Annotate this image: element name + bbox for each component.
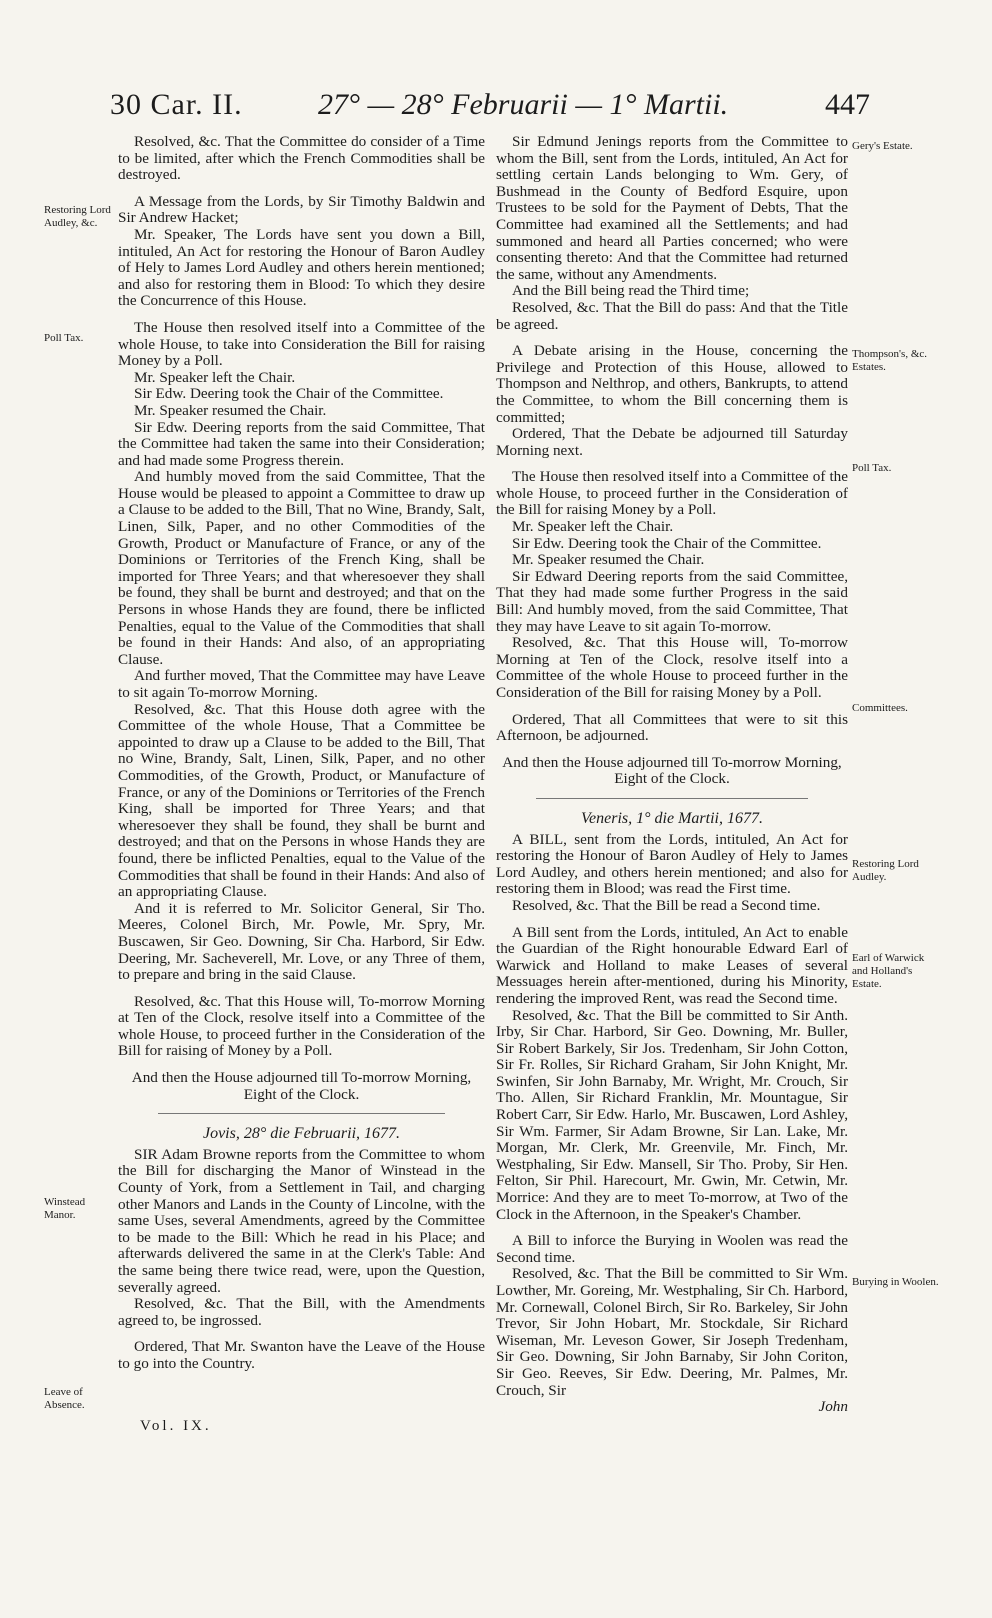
left-column	[118, 134, 485, 1373]
volume-signature: Vol. IX.	[140, 1418, 212, 1434]
paragraph: Sir Edw. Deering took the Chair of the Committee.	[134, 385, 444, 403]
day-heading: Veneris, 1° die Martii, 1677.	[581, 809, 763, 827]
paragraph: And the Bill being read the Third time;	[512, 282, 750, 300]
paragraph: The House then resolved itself into a Committee of the whole House, to take into Consideration the Bill for raising Money by a Poll.	[118, 318, 485, 370]
day-heading: Jovis, 28° die Februarii, 1677.	[202, 1125, 401, 1143]
paragraph: Ordered, That Mr. Swanton have the Leave of the House to go into the Country.	[118, 1338, 485, 1372]
margin-note-restoring-audley: Restoring Lord Audley, &c.	[44, 204, 111, 229]
margin-note-leave-of-absence: Leave of Absence.	[44, 1386, 85, 1411]
adjournment-note: And then the House adjourned till To-morrow Morning, Eight of the Clock.	[502, 753, 842, 788]
paragraph: Mr. Speaker resumed the Chair.	[512, 551, 705, 569]
paragraph: SIR Adam Browne reports from the Committee to whom the Bill for discharging the Manor of Winstead in the County of York, from a Settlement in Tail, and charging other Manors and Lands in the County of Lincolne, with the same Uses, several Amendments, agreed by the Committee to be made to the Bill: Which he read in his Place; and afterwards delivered the same in at the Clerk's Table: And the same being there twice read, were, upon the Question, severally agreed.	[118, 1145, 485, 1296]
paragraph: Ordered, That all Committees that were to sit this Afternoon, be adjourned.	[496, 710, 848, 745]
paragraph: Mr. Speaker left the Chair.	[512, 518, 674, 536]
paragraph: Resolved, &c. That this House doth agree with the Committee of the whole House, That a Committee be appointed to draw up a Clause to be added to the Bill, That no Wine, Brandy, Salt, Linen, Silk, Paper, and no other Commodities, of the Growth, Product, or Manufacture of France, or any of the Dominions or Territories of the French King, shall be imported for Three Years; and that wheresoever they shall be found, they shall be burnt and destroyed; and that on the Persons in whose Hands they are found, there be inflicted Penalties, equal to the Value of the Commodities that shall be found in their Hands: And also of an appropriating Clause.	[118, 700, 485, 901]
paragraph: And humbly moved from the said Committee, That the House would be pleased to appoint a Committee to draw up a Clause to be added to the Bill, That no Wine, Brandy, Salt, Linen, Silk, Paper, and no other Commodities of the Growth, Product or Manufacture of France, or any of the Dominions or Territories of the French King, shall be imported for Three Years; and that wheresoever they shall be found, they shall be burnt and destroyed; and that on the Persons in whose Hands they are found, there be inflicted Penalties, equal to the Value of the Commodities that shall be found in their Hands: And also, of an appropriating Clause.	[118, 468, 485, 668]
right-column	[496, 134, 848, 1416]
date-heading: 27° — 28° Februarii — 1° Martii.	[318, 88, 729, 121]
paragraph: Sir Edmund Jenings reports from the Committee to whom the Bill, sent from the Lords, intituled, An Act for settling certain Lands belonging to Wm. Gery, of Bushmead in the County of Bedford Esquire, upon Trustees to be sold for the Payment of Debts, That the Committee had examined all the Settlements; and had summoned and heard all Parties concerned; who were consenting thereto: And that the Committee had returned the same, without any Amendments.	[496, 133, 848, 283]
margin-note-thompson-estates: Thompson's, &c. Estates.	[852, 348, 928, 373]
adjournment-note: And then the House adjourned till To-morrow Morning, Eight of the Clock.	[131, 1069, 472, 1103]
paragraph: Resolved, &c. That the Bill be read a Second time.	[512, 896, 821, 914]
paragraph: Resolved, &c. That the Bill be committed to Sir Anth. Irby, Sir Char. Harbord, Sir Geo. Downing, Mr. Buller, Sir Robert Barkely, Sir Jos. Tredenham, Sir John Cotton, Sir Fr. Rolles, Sir Richard Graham, Sir John Knight, Mr. Swinfen, Sir John Barnaby, Mr. Wright, Mr. Crouch, Sir Tho. Allen, Sir Richard Franklin, Mr. Mountague, Sir Robert Carr, Sir Edw. Harlo, Mr. Buscawen, Lord Ashley, Sir Wm. Farmer, Sir Adam Browne, Sir Lan. Lake, Mr. Morgan, Mr. Clerk, Mr. Greenvile, Mr. Finch, Mr. Westphaling, Sir Edw. Mansell, Sir Tho. Proby, Sir Hen. Felton, Sir Phil. Harecourt, Mr. Gwin, Mr. Cetwin, Mr. Morrice: And they are to meet To-morrow, at Two of the Clock in the Afternoon, in the Speaker's Chamber.	[496, 1006, 848, 1223]
page-header	[110, 88, 870, 132]
paragraph: Resolved, &c. That the Committee do consider of a Time to be limited, after which the French Commodities shall be destroyed.	[118, 133, 485, 184]
margin-note-poll-tax: Poll Tax.	[44, 332, 84, 344]
paragraph: Sir Edw. Deering reports from the said Committee, That the Committee had taken the same into their Consideration; and had made some Progress therein.	[118, 418, 485, 469]
page-number: 447	[825, 88, 870, 121]
margin-note-restoring-lord-audley: Restoring Lord Audley.	[852, 858, 919, 883]
paragraph: Sir Edward Deering reports from the said Committee, That they had made some further Progress in the said Bill: And humbly moved, from the said Committee, That they may have Leave to sit again To-morrow.	[496, 567, 848, 635]
margin-note-committees: Committees.	[852, 702, 908, 714]
paragraph: And further moved, That the Committee may have Leave to sit again To-morrow Morning.	[118, 667, 485, 701]
margin-note-poll-tax-right: Poll Tax.	[852, 462, 892, 474]
paragraph: Resolved, &c. That the Bill, with the Amendments agreed to, be ingrossed.	[118, 1295, 485, 1329]
paragraph: Mr. Speaker left the Chair.	[134, 368, 296, 386]
paragraph: Resolved, &c. That the Bill be committed to Sir Wm. Lowther, Mr. Goreing, Mr. Westphaling, Sir Ch. Harbord, Mr. Cornewall, Colonel Birch, Sir Ro. Barkeley, Sir John Trevor, Sir John Hobart, Mr. Stockdale, Sir Richard Wiseman, Mr. Leveson Gower, Sir Joseph Tredenham, Sir Geo. Downing, Sir John Barnaby, Sir John Coriton, Sir Geo. Reeves, Sir Edw. Deering, Mr. Palmes, Mr. Crouch, Sir	[496, 1265, 848, 1399]
paragraph: Resolved, &c. That this House will, To-morrow Morning at Ten of the Clock, resolve itself into a Committee of the whole House, to proceed further in the Consideration of the Bill for raising of Money by a Poll.	[118, 992, 485, 1060]
paragraph: A Bill sent from the Lords, intituled, An Act to enable the Guardian of the Right honourable Edward Earl of Warwick and Holland to make Leases of several Messuages herein after-mentioned, during his Minority, rendering the improved Rent, was read the Second time.	[496, 923, 848, 1007]
margin-note-burying-woolen: Burying in Woolen.	[852, 1276, 939, 1288]
paragraph: Resolved, &c. That this House will, To-morrow Morning at Ten of the Clock, resolve itself into a Committee of the whole House to proceed further in the Consideration of the Bill for raising Money by a Poll.	[496, 634, 848, 701]
catchword: John	[818, 1398, 848, 1416]
section-divider	[536, 798, 808, 799]
paragraph: And it is referred to Mr. Solicitor General, Sir Tho. Meeres, Colonel Birch, Mr. Powle, Mr. Spry, Mr. Buscawen, Sir Geo. Downing, Sir Cha. Harbord, Sir Edw. Deering, Mr. Sacheverell, Mr. Love, or any Three of them, to prepare and bring in the said Clause.	[118, 899, 485, 984]
paragraph: Ordered, That the Debate be adjourned till Saturday Morning next.	[496, 425, 848, 459]
paragraph: Sir Edw. Deering took the Chair of the Committee.	[512, 534, 822, 552]
regnal-year: 30 Car. II.	[110, 88, 243, 121]
margin-note-gery-estate: Gery's Estate.	[852, 140, 913, 152]
paragraph: A Message from the Lords, by Sir Timothy Baldwin and Sir Andrew Hacket;	[118, 192, 485, 227]
paragraph: A BILL, sent from the Lords, intituled, An Act for restoring the Honour of Baron Audley of Hely to James Lord Audley, and others herein mentioned; and also for restoring them in Blood; was read the First time.	[496, 830, 848, 898]
paragraph: The House then resolved itself into a Committee of the whole House, to proceed further in the Consideration of the Bill for raising Money by a Poll.	[496, 468, 848, 519]
margin-note-warwick-estate: Earl of Warwick and Holland's Estate.	[852, 952, 925, 990]
paragraph: Mr. Speaker resumed the Chair.	[134, 401, 327, 419]
paragraph: Resolved, &c. That the Bill do pass: And that the Title be agreed.	[496, 298, 848, 333]
paragraph: A Debate arising in the House, concerning the Privilege and Protection of this House, allowed to Thompson and Nelthrop, and others, Bankrupts, to attend the Committee, to whom the Bill concerning them is committed;	[496, 342, 848, 426]
section-divider	[158, 1113, 445, 1114]
margin-note-winstead-manor: Winstead Manor.	[44, 1196, 86, 1221]
paragraph: A Bill to inforce the Burying in Woolen was read the Second time.	[496, 1232, 848, 1266]
paragraph: Mr. Speaker, The Lords have sent you down a Bill, intituled, An Act for restoring the Honour of Baron Audley of Hely to James Lord Audley and others herein mentioned; and also for restoring them in Blood: To which they desire the Concurrence of this House.	[118, 225, 485, 310]
